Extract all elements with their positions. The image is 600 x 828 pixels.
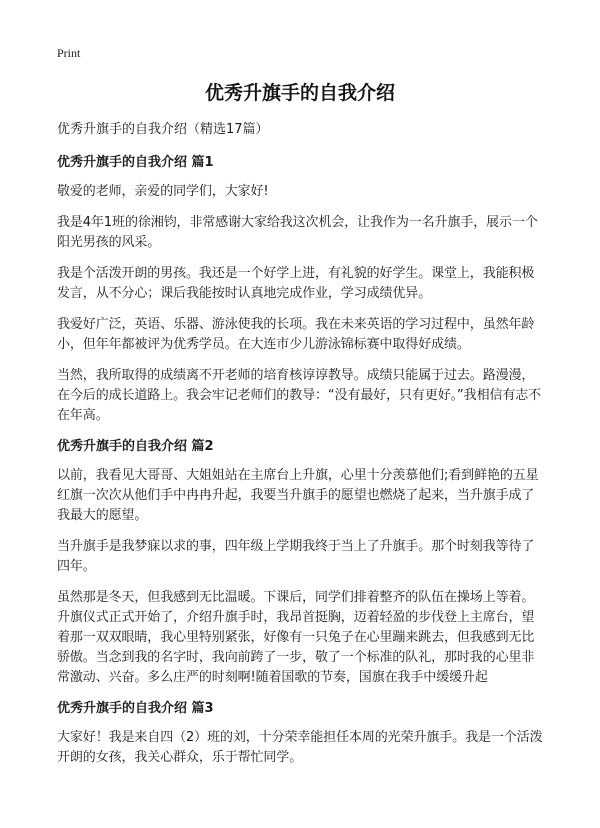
paragraph: 敬爱的老师，亲爱的同学们，大家好! — [57, 184, 269, 199]
document-subtitle: 优秀升旗手的自我介绍（精选17篇） — [57, 122, 269, 137]
paragraph: 当升旗手是我梦寐以求的事，四年级上学期我终于当上了升旗手。那个时刻我等待了四年。 — [57, 539, 535, 574]
section-heading: 优秀升旗手的自我介绍 篇2 — [57, 439, 214, 454]
paragraph: 当然，我所取得的成绩离不开老师的培育核谆谆教导。成绩只能属于过去。路漫漫，在今后的成长道路上。我会牢记老师们的教导：“没有最好，只有更好。”我相信有志不在年高。 — [57, 368, 542, 423]
page-title: 优秀升旗手的自我介绍 — [204, 82, 395, 104]
paragraph: 我是4年1班的徐湘钧，非常感谢大家给我这次机会，让我作为一名升旗手，展示一个阳光男孩的风采。 — [57, 215, 538, 250]
paragraph: 虽然那是冬天，但我感到无比温暖。下课后，同学们排着整齐的队伍在操场上等着。升旗仪式正式开始了，介绍升旗手时，我昂首挺胸，迈着轻盈的步伐登上主席台，望着那一双双眼睛，我心里特别紧张，好像有一只兔子在心里蹦来跳去，但我感到无比骄傲。当念到我的名字时，我向前跨了一步，敬了一个标准的队礼，那时我的心里非常激动、兴奋。多么庄严的时刻啊!随着国歌的节奏，国旗在我手中缓缓升起 — [57, 590, 535, 685]
paragraph: 我是个活泼开朗的男孩。我还是一个好学上进，有礼貌的好学生。课堂上，我能积极发言，从不分心；课后我能按时认真地完成作业，学习成绩优异。 — [57, 266, 535, 301]
section-heading: 优秀升旗手的自我介绍 篇3 — [57, 701, 214, 716]
document-body — [57, 120, 547, 779]
paragraph: 以前，我看见大哥哥、大姐姐站在主席台上升旗，心里十分羡慕他们;看到鲜艳的五星红旗一次次从他们手中冉冉升起，我要当升旗手的愿望也燃烧了起来，当升旗手成了我最大的愿望。 — [57, 468, 539, 523]
print-link[interactable]: Print — [57, 46, 81, 60]
section-heading: 优秀升旗手的自我介绍 篇1 — [57, 155, 214, 170]
paragraph: 大家好！我是来自四（2）班的刘，十分荣幸能担任本周的光荣升旗手。我是一个活泼开朗的女孩，我关心群众，乐于帮忙同学。 — [57, 730, 543, 765]
paragraph: 我爱好广泛，英语、乐器、游泳使我的长项。我在未来英语的学习过程中，虽然年龄小，但年年都被评为优秀学员。在大连市少儿游泳锦标赛中取得好成绩。 — [57, 317, 535, 352]
